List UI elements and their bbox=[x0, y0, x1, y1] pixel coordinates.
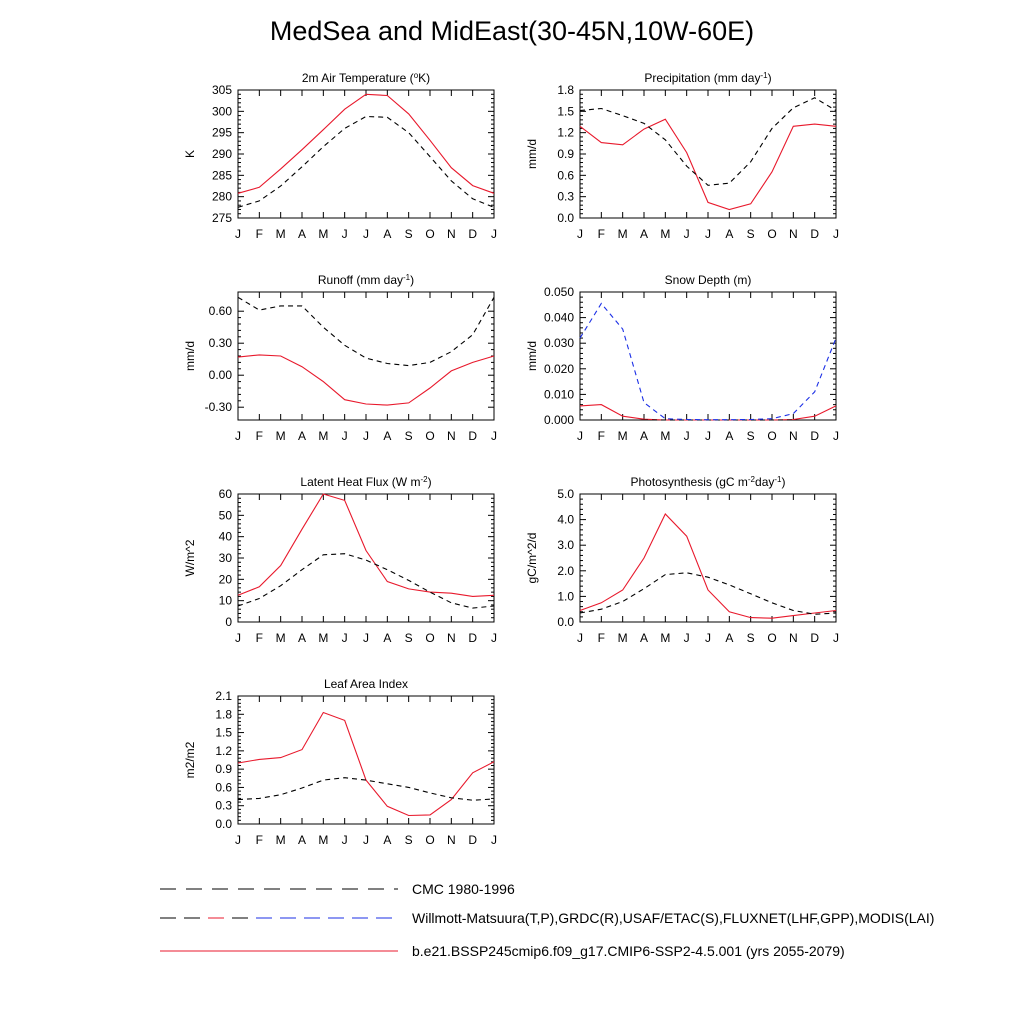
y-tick-label: 0.030 bbox=[543, 336, 574, 351]
y-tick-label: 0.020 bbox=[543, 361, 574, 376]
x-tick-label: N bbox=[788, 631, 798, 645]
legend-entry-1 bbox=[160, 881, 515, 897]
panel-title: Runoff (mm day$^{-1}$) bbox=[317, 272, 415, 287]
y-tick-label: 0.6 bbox=[215, 780, 232, 795]
x-tick-label: S bbox=[404, 429, 413, 443]
x-tick-label: O bbox=[425, 833, 435, 847]
y-tick-label: 275 bbox=[211, 211, 232, 225]
x-tick-label: O bbox=[767, 227, 777, 241]
x-tick-label: F bbox=[255, 833, 264, 847]
y-tick-label: 1.2 bbox=[215, 743, 232, 758]
y-tick-label: 60 bbox=[218, 487, 232, 501]
x-tick-label: J bbox=[363, 631, 369, 645]
y-tick-label: 20 bbox=[218, 572, 232, 587]
x-tick-label: D bbox=[468, 833, 478, 847]
x-tick-label: J bbox=[363, 833, 369, 847]
panel-1 bbox=[183, 71, 497, 242]
x-tick-label: N bbox=[446, 429, 456, 443]
y-tick-label: 0.050 bbox=[543, 285, 574, 299]
x-tick-label: D bbox=[810, 227, 820, 241]
y-tick-label: 0.6 bbox=[557, 168, 574, 183]
panel-3 bbox=[183, 273, 497, 444]
x-tick-label: J bbox=[341, 833, 348, 847]
legend-entry-2 bbox=[160, 910, 934, 926]
panel-4 bbox=[525, 273, 839, 443]
model-series-line bbox=[238, 94, 494, 193]
x-tick-label: J bbox=[833, 631, 839, 645]
y-axis-label: mm/d bbox=[183, 341, 197, 371]
y-tick-label: 0.3 bbox=[215, 798, 232, 813]
y-axis-label: W/m^2 bbox=[183, 539, 197, 577]
y-axis-label: m2/m2 bbox=[183, 741, 197, 779]
x-tick-label: J bbox=[341, 227, 348, 241]
figure-title: MedSea and MidEast(30-45N,10W-60E) bbox=[269, 16, 755, 46]
y-tick-label: 285 bbox=[211, 168, 232, 183]
x-tick-label: J bbox=[577, 429, 583, 443]
y-axis-label: mm/d bbox=[525, 341, 539, 371]
y-tick-label: 0.3 bbox=[557, 189, 574, 204]
y-tick-label: 1.0 bbox=[557, 589, 574, 604]
y-tick-label: 0.0 bbox=[557, 211, 574, 225]
panel-title: Snow Depth (m) bbox=[664, 273, 752, 287]
panel-title: 2m Air Temperature ($^o$K) bbox=[301, 70, 431, 85]
x-tick-label: S bbox=[746, 227, 755, 241]
x-tick-label: J bbox=[705, 429, 711, 443]
plot-frame bbox=[580, 90, 836, 218]
y-tick-label: 10 bbox=[218, 593, 232, 608]
y-tick-label: 0.000 bbox=[543, 413, 574, 427]
x-tick-label: J bbox=[683, 227, 690, 241]
x-tick-label: S bbox=[746, 631, 755, 645]
x-tick-label: O bbox=[425, 227, 435, 241]
y-tick-label: 305 bbox=[211, 83, 232, 97]
plot-frame bbox=[238, 90, 494, 218]
x-tick-label: J bbox=[833, 227, 839, 241]
y-tick-label: 40 bbox=[218, 529, 232, 544]
x-tick-label: J bbox=[491, 833, 497, 847]
y-axis-label: K bbox=[183, 149, 197, 159]
x-tick-label: J bbox=[491, 429, 497, 443]
y-tick-label: 2.1 bbox=[215, 689, 232, 703]
x-tick-label: M bbox=[275, 631, 286, 645]
y-tick-label: 0.0 bbox=[215, 817, 232, 831]
x-tick-label: A bbox=[639, 227, 649, 241]
x-tick-label: N bbox=[446, 833, 456, 847]
x-tick-label: M bbox=[617, 631, 628, 645]
x-tick-label: D bbox=[468, 227, 478, 241]
y-tick-label: 0.30 bbox=[208, 336, 232, 351]
panel-7 bbox=[183, 677, 497, 847]
x-tick-label: O bbox=[767, 429, 777, 443]
x-tick-label: D bbox=[468, 631, 478, 645]
y-tick-label: 0.00 bbox=[208, 368, 232, 383]
obs-series-line bbox=[580, 573, 836, 615]
y-tick-label: 0.60 bbox=[208, 304, 232, 319]
y-tick-label: 2.0 bbox=[557, 563, 574, 578]
x-tick-label: M bbox=[318, 833, 329, 847]
x-tick-label: J bbox=[705, 631, 711, 645]
y-tick-label: 4.0 bbox=[557, 512, 574, 527]
y-tick-label: 30 bbox=[218, 551, 232, 565]
x-tick-label: J bbox=[577, 227, 583, 241]
x-tick-label: S bbox=[746, 429, 755, 443]
y-tick-label: 50 bbox=[218, 508, 232, 523]
y-tick-label: 290 bbox=[211, 147, 232, 161]
y-tick-label: 5.0 bbox=[557, 487, 574, 501]
x-tick-label: F bbox=[255, 631, 264, 645]
x-tick-label: J bbox=[577, 631, 583, 645]
obs-series-line bbox=[580, 304, 836, 420]
x-tick-label: M bbox=[660, 631, 671, 645]
y-axis-label: mm/d bbox=[525, 139, 539, 169]
x-tick-label: A bbox=[639, 631, 649, 645]
x-tick-label: O bbox=[767, 631, 777, 645]
panel-5 bbox=[183, 475, 497, 646]
panel-title: Leaf Area Index bbox=[323, 677, 409, 691]
x-tick-label: N bbox=[788, 429, 798, 443]
x-tick-label: A bbox=[383, 833, 392, 847]
y-tick-label: 1.8 bbox=[215, 707, 232, 722]
y-tick-label: 0 bbox=[225, 615, 232, 629]
x-tick-label: J bbox=[341, 631, 348, 645]
legend-label: b.e21.BSSP245cmip6.f09_g17.CMIP6-SSP2-4.5.001 (yrs 2055-2079) bbox=[412, 943, 845, 959]
x-tick-label: A bbox=[297, 227, 307, 241]
x-tick-label: A bbox=[639, 429, 649, 443]
panel-2 bbox=[525, 71, 839, 242]
y-tick-label: 1.2 bbox=[557, 125, 574, 140]
x-tick-label: M bbox=[318, 631, 329, 645]
y-tick-label: 1.5 bbox=[557, 104, 574, 119]
x-tick-label: N bbox=[788, 227, 798, 241]
x-tick-label: F bbox=[255, 429, 264, 443]
y-tick-label: 1.8 bbox=[557, 83, 574, 97]
x-tick-label: M bbox=[660, 227, 671, 241]
x-tick-label: S bbox=[404, 631, 413, 645]
x-tick-label: F bbox=[255, 227, 264, 241]
x-tick-label: S bbox=[404, 833, 413, 847]
x-tick-label: J bbox=[235, 227, 241, 241]
x-tick-label: J bbox=[705, 227, 711, 241]
x-tick-label: O bbox=[425, 429, 435, 443]
x-tick-label: A bbox=[297, 429, 307, 443]
x-tick-label: J bbox=[363, 429, 369, 443]
x-tick-label: A bbox=[297, 833, 307, 847]
panel-title: Latent Heat Flux (W $m^{-2}$) bbox=[300, 474, 432, 489]
y-tick-label: 0.9 bbox=[557, 147, 574, 161]
model-series-line bbox=[238, 494, 494, 596]
plot-frame bbox=[580, 292, 836, 420]
obs-series-line bbox=[238, 117, 494, 208]
x-tick-label: D bbox=[810, 631, 820, 645]
x-tick-label: F bbox=[597, 631, 606, 645]
y-tick-label: 0.0 bbox=[557, 615, 574, 629]
panel-6 bbox=[525, 475, 839, 646]
y-tick-label: 0.9 bbox=[215, 762, 232, 777]
x-tick-label: A bbox=[725, 227, 734, 241]
x-tick-label: J bbox=[491, 631, 497, 645]
plot-frame bbox=[238, 696, 494, 824]
y-tick-label: 1.5 bbox=[215, 725, 232, 740]
panel-title: Photosynthesis (gC $m^{-2}day^{-1}$) bbox=[630, 474, 786, 489]
x-tick-label: S bbox=[404, 227, 413, 241]
x-tick-label: A bbox=[383, 631, 392, 645]
plot-frame bbox=[238, 494, 494, 622]
x-tick-label: O bbox=[425, 631, 435, 645]
x-tick-label: A bbox=[725, 429, 734, 443]
obs-series-line bbox=[238, 778, 494, 801]
x-tick-label: M bbox=[318, 429, 329, 443]
x-tick-label: M bbox=[275, 227, 286, 241]
y-tick-label: 280 bbox=[211, 189, 232, 204]
model-series-line bbox=[580, 119, 836, 209]
x-tick-label: J bbox=[235, 833, 241, 847]
x-tick-label: J bbox=[363, 227, 369, 241]
x-tick-label: J bbox=[491, 227, 497, 241]
y-tick-label: 0.010 bbox=[543, 387, 574, 402]
y-axis-label: gC/m^2/d bbox=[525, 532, 539, 584]
x-tick-label: J bbox=[235, 429, 241, 443]
x-tick-label: J bbox=[833, 429, 839, 443]
x-tick-label: J bbox=[235, 631, 241, 645]
x-tick-label: F bbox=[597, 429, 606, 443]
y-tick-label: 300 bbox=[211, 104, 232, 119]
legend-label: Willmott-Matsuura(T,P),GRDC(R),USAF/ETAC(S),FLUXNET(LHF,GPP),MODIS(LAI) bbox=[412, 910, 935, 926]
y-tick-label: 295 bbox=[211, 125, 232, 140]
x-tick-label: N bbox=[446, 631, 456, 645]
x-tick-label: M bbox=[275, 429, 286, 443]
x-tick-label: D bbox=[468, 429, 478, 443]
obs-series-line bbox=[238, 554, 494, 608]
x-tick-label: M bbox=[275, 833, 286, 847]
model-series-line bbox=[238, 713, 494, 816]
obs-series-line bbox=[580, 98, 836, 186]
y-tick-label: 3.0 bbox=[557, 538, 574, 553]
legend-entry-3 bbox=[160, 943, 845, 959]
panel-title: Precipitation (mm day$^{-1}$) bbox=[644, 70, 772, 85]
x-tick-label: A bbox=[383, 429, 392, 443]
x-tick-label: J bbox=[341, 429, 348, 443]
y-tick-label: -0.30 bbox=[204, 400, 232, 415]
x-tick-label: J bbox=[683, 429, 690, 443]
x-tick-label: D bbox=[810, 429, 820, 443]
x-tick-label: A bbox=[725, 631, 734, 645]
x-tick-label: J bbox=[683, 631, 690, 645]
x-tick-label: M bbox=[660, 429, 671, 443]
x-tick-label: M bbox=[318, 227, 329, 241]
x-tick-label: F bbox=[597, 227, 606, 241]
x-tick-label: M bbox=[617, 429, 628, 443]
y-tick-label: 0.040 bbox=[543, 310, 574, 325]
x-tick-label: N bbox=[446, 227, 456, 241]
x-tick-label: A bbox=[297, 631, 307, 645]
model-series-line bbox=[238, 355, 494, 405]
legend-label: CMC 1980-1996 bbox=[412, 881, 515, 897]
x-tick-label: A bbox=[383, 227, 392, 241]
x-tick-label: M bbox=[617, 227, 628, 241]
